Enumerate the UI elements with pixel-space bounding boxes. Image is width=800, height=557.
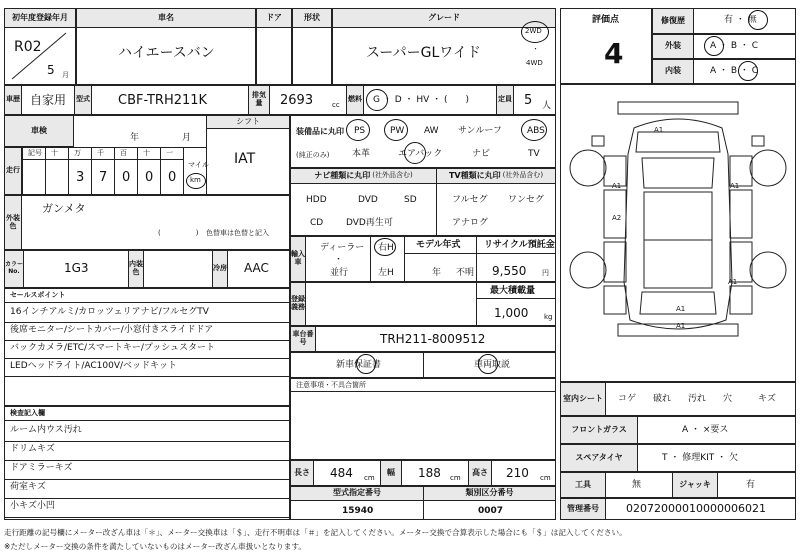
- displacement-value: 2693: [280, 93, 314, 108]
- mileage-digit: 0: [168, 170, 177, 185]
- tools-label: 工具: [560, 472, 606, 498]
- drive-2wd: 2WD: [525, 27, 542, 35]
- tv-fullseg: フルセグ: [452, 195, 488, 205]
- mileage-col-label: 十: [51, 149, 58, 157]
- mileage-unit-mile: マイル: [188, 161, 209, 169]
- equipment-sublabel: (純正のみ): [296, 151, 330, 159]
- equipment-label: 装備品に丸印: [296, 127, 344, 136]
- month-unit: 月: [62, 71, 69, 79]
- navi-hdd: HDD: [306, 195, 327, 205]
- tv-label-sub: (社外品含む): [502, 171, 544, 180]
- repair-options: 有 ・ 無: [724, 15, 757, 25]
- import-right-h: 右H: [378, 243, 394, 253]
- interior-grade-options: A ・ B ・ C: [710, 66, 759, 76]
- cc-unit: cc: [332, 101, 340, 109]
- diagram-mark-3: A2: [612, 214, 622, 222]
- color-change-note: 色替車は色替と記入: [206, 229, 269, 237]
- shaken-label: 車検: [4, 115, 74, 147]
- recycle-value: 9,550: [492, 264, 527, 278]
- height-label: 高さ: [468, 460, 492, 486]
- first-reg-label: 初年度登録年月: [4, 8, 76, 28]
- tv-label-cell: TV種類に丸印 (社外品含む): [436, 168, 556, 184]
- exterior-grade-label: 外装: [652, 34, 694, 59]
- registration-label: 登録義務: [290, 282, 306, 326]
- mileage-col-label: 千: [97, 149, 104, 157]
- category-label: 車歴: [4, 85, 22, 115]
- capacity-unit: 人: [542, 101, 552, 111]
- door-cell: [256, 27, 292, 85]
- inspector-note-line: 荷室キズ: [10, 482, 46, 492]
- equip-tv: TV: [528, 149, 540, 159]
- navi-dvd: DVD: [358, 195, 378, 205]
- import-dot: ・: [334, 255, 344, 265]
- windshield-label: フロントガラス: [560, 416, 638, 444]
- interior-color-label: 内装色: [128, 250, 144, 288]
- diagram-mark-2: A1: [612, 182, 622, 190]
- jack-value: 有: [746, 480, 756, 490]
- diagram-mark-4: A1: [730, 182, 740, 190]
- height-value: 210: [506, 466, 529, 480]
- navi-sd: SD: [404, 195, 417, 205]
- chassis-label: 車台番号: [290, 326, 316, 352]
- model-value: CBF-TRH211K: [118, 93, 208, 108]
- mileage-col-label: 万: [74, 149, 81, 157]
- first-reg-year: R02: [14, 39, 42, 55]
- import-label: 輸入車: [290, 236, 306, 282]
- mileage-digit: 0: [122, 170, 131, 185]
- equip-sunroof: サンルーフ: [458, 126, 502, 136]
- fuel-label: 燃料: [346, 85, 364, 115]
- model-year-label: モデル年式: [416, 240, 461, 250]
- fuel-options: G ・ D ・ HV ・ ( ): [373, 95, 470, 105]
- max-load-value: 1,000: [494, 306, 529, 320]
- mileage-col-label: 百: [120, 149, 127, 157]
- mileage-col-label: 記号: [28, 149, 42, 157]
- car-name-label: 車名: [76, 8, 256, 28]
- tv-analog: アナログ: [452, 218, 489, 228]
- sales-points-label: セールスポイント: [10, 291, 66, 299]
- mileage-digit: 0: [145, 170, 154, 185]
- sales-point-line: 後席モニター/シートカバー/小窓付きスライドドア: [10, 325, 214, 335]
- sales-point-line: バックカメラ/ETC/スマートキー/プッシュスタート: [10, 343, 216, 353]
- grade-value: スーパーGLワイド: [366, 45, 481, 61]
- inspector-note-line: 小キズ小凹: [10, 501, 55, 511]
- shape-cell: [292, 27, 332, 85]
- management-label: 管理番号: [560, 498, 606, 520]
- repair-label: 修復歴: [652, 8, 694, 34]
- inspector-notes-label: 検査記入欄: [10, 409, 45, 417]
- sales-point-line: 16インチアルミ/カロッツェリアナビ/フルセグTV: [10, 307, 209, 317]
- navi-label-cell: ナビ種類に丸印 (社外品含む): [290, 168, 437, 184]
- equip-pw: PW: [390, 126, 405, 136]
- equip-ps: PS: [354, 126, 366, 136]
- category-value: 自家用: [30, 93, 67, 107]
- capacity-label: 定員: [496, 85, 514, 115]
- mileage-col-label: 一: [166, 149, 173, 157]
- grade-label: グレード: [332, 8, 556, 28]
- caution-label: 注意事項・不具合箇所: [296, 381, 366, 389]
- navi-label-sub: (社外品含む): [372, 171, 413, 180]
- footer-line1: 走行距離の記号欄にメーター改ざん車は「＊」、メーター交換車は「＄」、走行不明車は「＃」を記入してください。メーター交換で合算表示した場合にも「＄」は記入してください。: [4, 528, 627, 537]
- mileage-digit: 7: [99, 170, 108, 185]
- model-designation-label: 型式指定番号: [290, 486, 424, 501]
- windshield-options: A ・ ×要ス: [682, 425, 729, 435]
- diagram-mark-6: A1: [676, 305, 686, 313]
- width-label: 幅: [380, 460, 402, 486]
- shift-value: IAT: [234, 151, 256, 167]
- recycle-label: リサイクル預託金: [484, 240, 555, 250]
- spare-label: スペアタイヤ: [560, 444, 638, 472]
- mileage-label: 走行: [4, 147, 22, 195]
- length-label: 長さ: [290, 460, 314, 486]
- model-year-unit: 年: [432, 268, 442, 278]
- drive-dot: ・: [532, 45, 539, 53]
- car-diagram: [562, 92, 794, 378]
- tv-oneseg: ワンセグ: [508, 195, 545, 205]
- equip-airbag: エアバック: [398, 149, 443, 159]
- equip-navi: ナビ: [472, 149, 491, 159]
- exterior-color-label: 外装色: [4, 195, 22, 250]
- ac-label: 冷房: [212, 250, 228, 288]
- room-sheet-item: 穴: [723, 394, 733, 404]
- length-cm: cm: [364, 474, 375, 482]
- room-sheet-label: 室内シート: [560, 382, 606, 416]
- import-left-h: 左H: [378, 268, 394, 278]
- color-no-label: カラーNo.: [4, 250, 24, 288]
- tools-value: 無: [632, 480, 642, 490]
- capacity-value: 5: [524, 93, 533, 108]
- color-paren: ( ): [158, 229, 199, 237]
- inspector-note-line: ドアミラーキズ: [10, 463, 73, 473]
- import-parallel: 並行: [330, 268, 349, 278]
- exterior-color-value: ガンメタ: [42, 202, 86, 215]
- score-value: 4: [604, 37, 624, 70]
- diagram-mark-1: A1: [654, 126, 664, 134]
- recycle-yen: 円: [542, 269, 549, 277]
- equip-leather: 本革: [352, 149, 371, 159]
- exterior-grade-options: A ・ B ・ C: [710, 41, 759, 51]
- jack-label: ジャッキ: [672, 472, 718, 498]
- inspector-note-line: ドリムキズ: [10, 444, 55, 454]
- navi-cd: CD: [310, 218, 324, 228]
- room-sheet-item: 汚れ: [688, 394, 707, 404]
- mileage-unit-km: km: [190, 176, 201, 184]
- width-cm: cm: [450, 474, 461, 482]
- height-cm: cm: [540, 474, 551, 482]
- score-label: 評価点: [592, 15, 620, 25]
- chassis-number: TRH211-8009512: [380, 332, 486, 346]
- doc-manual: 車両取説: [474, 360, 511, 370]
- footer-line2: ※ただしメーター交換の条件を満たしていないものはメーター改ざん車扱いとなります。: [4, 542, 306, 551]
- room-sheet-item: 破れ: [653, 394, 672, 404]
- width-value: 188: [418, 466, 441, 480]
- management-number: 02072000010000006021: [626, 502, 766, 515]
- model-designation-value: 15940: [342, 506, 374, 516]
- diagram-mark-7: A1: [676, 322, 686, 330]
- doc-warranty: 新車保証書: [336, 360, 382, 370]
- equip-abs: ABS: [527, 126, 545, 136]
- length-value: 484: [330, 466, 353, 480]
- equip-aw: AW: [424, 126, 439, 136]
- ac-value: AAC: [244, 261, 269, 275]
- drive-4wd: 4WD: [526, 59, 543, 67]
- shaken-month-unit: 月: [182, 133, 192, 143]
- door-label: ドア: [256, 8, 292, 28]
- max-load-label: 最大積載量: [490, 286, 536, 296]
- sales-point-line: LEDヘッドライト/AC100V/ベッドキット: [10, 361, 177, 371]
- model-label: 型式: [74, 85, 92, 115]
- class-value: 0007: [478, 506, 504, 516]
- inspector-note-line: ルーム内ウス汚れ: [10, 425, 82, 435]
- mileage-digit: 3: [76, 170, 85, 185]
- shaken-year-unit: 年: [130, 133, 140, 143]
- shape-label: 形状: [292, 8, 332, 28]
- room-sheet-item: コゲ: [618, 394, 637, 404]
- diagram-mark-5: A1: [728, 278, 738, 286]
- class-label: 類別区分番号: [423, 486, 556, 501]
- color-no-value: 1G3: [64, 261, 89, 275]
- spare-options: T ・ 修理KIT ・ 欠: [662, 453, 738, 463]
- first-reg-month: 5: [47, 63, 55, 77]
- model-year-unknown: 不明: [456, 268, 475, 278]
- import-dealer: ディーラー: [320, 243, 365, 253]
- displacement-label: 排気量: [248, 85, 270, 115]
- mileage-col-label: 十: [143, 149, 150, 157]
- navi-dvd-play: DVD再生可: [346, 218, 393, 228]
- room-sheet-item: キズ: [758, 394, 776, 404]
- car-name: ハイエースバン: [118, 45, 215, 61]
- interior-grade-label: 内装: [652, 59, 694, 84]
- shift-label: シフト: [206, 115, 290, 129]
- max-load-kg: kg: [544, 313, 553, 321]
